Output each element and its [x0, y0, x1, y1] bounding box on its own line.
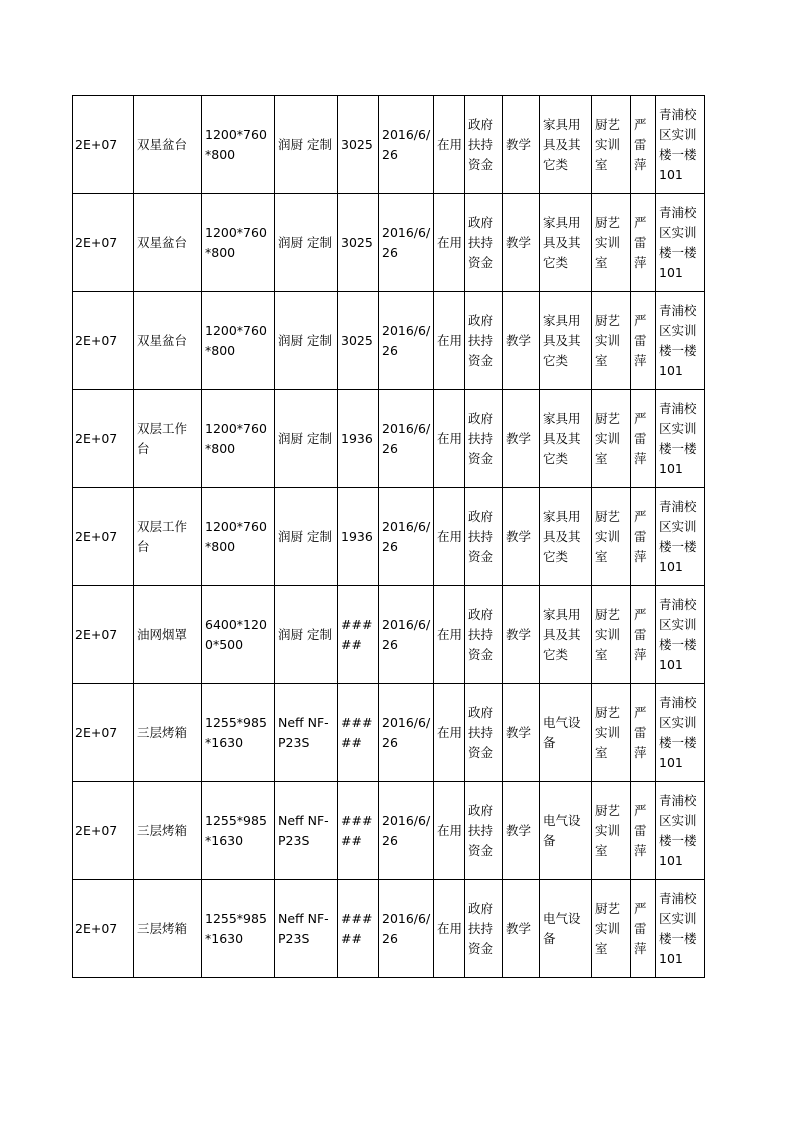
table-cell: 3025: [338, 96, 379, 194]
table-cell: 6400*1200*500: [202, 586, 275, 684]
table-cell: 厨艺实训室: [592, 96, 631, 194]
table-cell: 2E+07: [73, 684, 134, 782]
table-cell: 3025: [338, 292, 379, 390]
table-cell: 青浦校区实训楼一楼101: [656, 292, 705, 390]
table-cell: 2E+07: [73, 390, 134, 488]
table-cell: 2016/6/26: [379, 390, 434, 488]
table-cell: #####: [338, 880, 379, 978]
table-cell: 1936: [338, 488, 379, 586]
table-cell: 2E+07: [73, 194, 134, 292]
table-cell: 严雷萍: [631, 684, 656, 782]
table-cell: 青浦校区实训楼一楼101: [656, 880, 705, 978]
table-cell: Neff NF-P23S: [275, 880, 338, 978]
table-cell: 严雷萍: [631, 488, 656, 586]
table-cell: #####: [338, 782, 379, 880]
table-cell: 严雷萍: [631, 390, 656, 488]
table-cell: 政府扶持资金: [465, 194, 503, 292]
table-cell: 家具用具及其它类: [540, 390, 592, 488]
table-cell: 3025: [338, 194, 379, 292]
table-cell: 家具用具及其它类: [540, 586, 592, 684]
table-cell: Neff NF-P23S: [275, 684, 338, 782]
table-row: [73, 586, 705, 684]
table-cell: 三层烤箱: [134, 684, 202, 782]
table-cell: 2016/6/26: [379, 782, 434, 880]
table-cell: 青浦校区实训楼一楼101: [656, 586, 705, 684]
table-cell: 青浦校区实训楼一楼101: [656, 96, 705, 194]
table-cell: 青浦校区实训楼一楼101: [656, 390, 705, 488]
table-cell: 在用: [434, 96, 465, 194]
table-cell: 双星盆台: [134, 292, 202, 390]
table-cell: 政府扶持资金: [465, 390, 503, 488]
table-row: [73, 96, 705, 194]
table-cell: 2016/6/26: [379, 880, 434, 978]
table-cell: 润厨 定制: [275, 194, 338, 292]
table-cell: 在用: [434, 194, 465, 292]
table-cell: 厨艺实训室: [592, 390, 631, 488]
table-cell: 2E+07: [73, 292, 134, 390]
table-cell: 政府扶持资金: [465, 488, 503, 586]
table-cell: 1200*760*800: [202, 292, 275, 390]
table-cell: 严雷萍: [631, 292, 656, 390]
table-cell: 双星盆台: [134, 96, 202, 194]
table-cell: 双层工作台: [134, 390, 202, 488]
table-cell: 电气设备: [540, 880, 592, 978]
table-cell: 政府扶持资金: [465, 684, 503, 782]
table-cell: 2016/6/26: [379, 488, 434, 586]
table-cell: 在用: [434, 390, 465, 488]
table-cell: 厨艺实训室: [592, 194, 631, 292]
table-cell: 家具用具及其它类: [540, 194, 592, 292]
table-row: [73, 488, 705, 586]
table-cell: 严雷萍: [631, 880, 656, 978]
table-cell: 政府扶持资金: [465, 880, 503, 978]
table-cell: 1255*985*1630: [202, 880, 275, 978]
table-cell: 在用: [434, 782, 465, 880]
table-cell: 润厨 定制: [275, 390, 338, 488]
asset-table: [72, 95, 705, 978]
table-cell: Neff NF-P23S: [275, 782, 338, 880]
table-cell: 2E+07: [73, 880, 134, 978]
table-cell: 教学: [503, 684, 540, 782]
table-cell: 在用: [434, 880, 465, 978]
table-cell: 政府扶持资金: [465, 586, 503, 684]
table-cell: 润厨 定制: [275, 292, 338, 390]
table-cell: 教学: [503, 782, 540, 880]
table-row: [73, 880, 705, 978]
table-cell: 1200*760*800: [202, 194, 275, 292]
table-cell: 润厨 定制: [275, 488, 338, 586]
table-cell: 教学: [503, 880, 540, 978]
table-cell: 2E+07: [73, 488, 134, 586]
table-cell: 1255*985*1630: [202, 684, 275, 782]
asset-table-body: [73, 96, 705, 978]
table-cell: 在用: [434, 684, 465, 782]
table-row: [73, 390, 705, 488]
table-cell: 在用: [434, 586, 465, 684]
table-cell: 严雷萍: [631, 96, 656, 194]
table-cell: 1200*760*800: [202, 96, 275, 194]
table-row: [73, 684, 705, 782]
table-cell: 厨艺实训室: [592, 292, 631, 390]
table-cell: 三层烤箱: [134, 880, 202, 978]
table-cell: 严雷萍: [631, 194, 656, 292]
table-cell: 家具用具及其它类: [540, 292, 592, 390]
table-cell: 政府扶持资金: [465, 292, 503, 390]
table-cell: 青浦校区实训楼一楼101: [656, 194, 705, 292]
table-cell: 教学: [503, 586, 540, 684]
table-cell: 2016/6/26: [379, 586, 434, 684]
table-cell: 教学: [503, 390, 540, 488]
table-cell: 2016/6/26: [379, 292, 434, 390]
table-cell: 家具用具及其它类: [540, 488, 592, 586]
table-cell: 2E+07: [73, 96, 134, 194]
table-cell: #####: [338, 586, 379, 684]
table-cell: 三层烤箱: [134, 782, 202, 880]
table-cell: 电气设备: [540, 782, 592, 880]
table-cell: 政府扶持资金: [465, 782, 503, 880]
table-cell: 教学: [503, 194, 540, 292]
table-row: [73, 292, 705, 390]
table-cell: 电气设备: [540, 684, 592, 782]
table-cell: 严雷萍: [631, 782, 656, 880]
table-cell: 厨艺实训室: [592, 488, 631, 586]
table-cell: 教学: [503, 292, 540, 390]
table-cell: 在用: [434, 292, 465, 390]
table-cell: 厨艺实训室: [592, 586, 631, 684]
table-cell: 厨艺实训室: [592, 782, 631, 880]
table-cell: 教学: [503, 488, 540, 586]
table-cell: 厨艺实训室: [592, 684, 631, 782]
table-row: [73, 782, 705, 880]
table-cell: 2016/6/26: [379, 684, 434, 782]
table-cell: 油网烟罩: [134, 586, 202, 684]
table-cell: 青浦校区实训楼一楼101: [656, 782, 705, 880]
table-cell: #####: [338, 684, 379, 782]
table-cell: 2016/6/26: [379, 194, 434, 292]
table-cell: 2E+07: [73, 586, 134, 684]
table-cell: 政府扶持资金: [465, 96, 503, 194]
table-cell: 双星盆台: [134, 194, 202, 292]
table-cell: 1255*985*1630: [202, 782, 275, 880]
table-cell: 严雷萍: [631, 586, 656, 684]
table-cell: 在用: [434, 488, 465, 586]
table-cell: 润厨 定制: [275, 586, 338, 684]
table-cell: 家具用具及其它类: [540, 96, 592, 194]
table-cell: 双层工作台: [134, 488, 202, 586]
table-cell: 2016/6/26: [379, 96, 434, 194]
table-cell: 青浦校区实训楼一楼101: [656, 488, 705, 586]
table-cell: 1936: [338, 390, 379, 488]
table-cell: 教学: [503, 96, 540, 194]
table-row: [73, 194, 705, 292]
table-cell: 2E+07: [73, 782, 134, 880]
table-cell: 润厨 定制: [275, 96, 338, 194]
table-cell: 1200*760*800: [202, 390, 275, 488]
table-cell: 1200*760*800: [202, 488, 275, 586]
table-cell: 厨艺实训室: [592, 880, 631, 978]
table-cell: 青浦校区实训楼一楼101: [656, 684, 705, 782]
